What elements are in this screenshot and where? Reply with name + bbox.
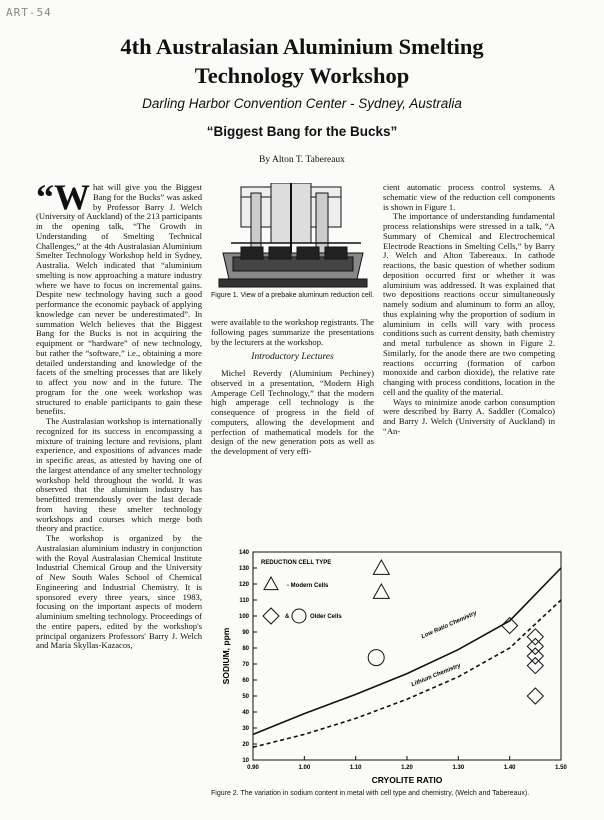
col3-paragraph-1: cient automatic process control systems. A schematic view of the reduction cell components is shown in Figure 1. xyxy=(383,183,555,212)
legend-older-cells: Older Cells xyxy=(310,614,342,620)
diamond-data-point xyxy=(527,648,543,664)
legend-circle-marker xyxy=(292,609,306,623)
y-tick-label: 10 xyxy=(242,758,249,764)
col1-paragraph-2: The Australasian workshop is internationally recognized for its success in encompassing a mixture of training lecture and revisions, plant experience, and expositions of advances made in specific areas, as attested by having one of the largest attendance of any smelter technology workshop held throughout the world. It was observed that the aluminium industry has benefitted tremendously over the last decade from having these smelter technology workshops and courses which merge both theory and practice. xyxy=(36,416,202,534)
col1-paragraph-1: hat will give you the Biggest Bang for the Bucks” was asked by Professor Barry J. Welch (University of Auckland) of the 213 participants in the opening talk, “The Growth in Understanding of Smelting Technical Challenges,” at the 4th Australasian Aluminium Smelter Technology Workshop held in Sydney, Australia. Welch indicated that “aluminium smelting is now approaching a mature industry where we have to focus on incremental gains. Despite new technology having such a good performance the economic payback of applying knowledge can never be underestimated”. In summation Welch believes that the Biggest Bang for the Bucks is not in acquiring the equipment or “hardware” of new technology, but rather the “software,” i.e., obtaining a more detailed understanding and knowledge of the facets of the smelting processes that are likely to affect you now and in the future. The program for the one week workshop was structured to enable participants to gain these benefits. xyxy=(36,183,202,417)
legend-title: REDUCTION CELL TYPE xyxy=(261,560,332,566)
legend-diamond-marker xyxy=(263,608,279,624)
figure-2-sodium-chart xyxy=(211,548,571,788)
y-tick-label: 90 xyxy=(242,630,249,636)
y-tick-label: 80 xyxy=(242,646,249,652)
y-tick-label: 140 xyxy=(238,550,249,556)
y-axis-title: SODIUM, ppm xyxy=(221,627,231,685)
y-tick-label: 30 xyxy=(242,726,249,732)
y-tick-label: 70 xyxy=(242,662,249,668)
y-tick-label: 60 xyxy=(242,678,249,684)
figure-1-caption: Figure 1. View of a prebake aluminum reduction cell. xyxy=(211,292,374,299)
x-tick-label: 1.20 xyxy=(401,765,413,771)
x-tick-label: 1.50 xyxy=(555,765,567,771)
y-tick-label: 100 xyxy=(238,614,249,620)
curve-label-lithium: Lithium Chemistry xyxy=(410,662,462,689)
legend-ampersand: & xyxy=(285,614,290,620)
x-tick-label: 1.40 xyxy=(503,765,516,771)
article-subtitle: “Biggest Bang for the Bucks” xyxy=(206,124,398,139)
diamond-data-point xyxy=(527,629,543,645)
x-axis-title: CRYOLITE RATIO xyxy=(371,775,443,785)
diamond-data-point xyxy=(527,638,543,654)
col2-paragraph-2: Michel Reverdy (Aluminium Pechiney) observed in a presentation, “Modern High Amperage Cell Technology,” that the modern high amperage cell technology is the consequence of progress in the field of computers, allowing the development and perfection of mathematical models for the design of the new generation pots as well as the development of very effi- xyxy=(211,368,374,456)
y-tick-label: 120 xyxy=(238,582,249,588)
x-tick-label: 1.10 xyxy=(349,765,362,771)
x-tick-label: 1.30 xyxy=(452,765,465,771)
circle-data-point xyxy=(368,650,384,666)
byline: By Alton T. Tabereaux xyxy=(259,155,345,165)
y-tick-label: 20 xyxy=(242,742,249,748)
low-ratio-chemistry-curve xyxy=(253,568,561,734)
y-tick-label: 40 xyxy=(242,710,249,716)
column-2 xyxy=(211,318,374,532)
col1-paragraph-3: The workshop is organized by the Australasian aluminium industry in conjunction with the Royal Australasian Chemical Institute Industrial Chemical Group and the University of New South Wales School of Chemical Engineering and Industrial Chemistry. It is sponsored every three years, since 1983, focusing on the important aspects of modern aluminium smelting technology. Proceedings of the entire papers, edited by the workshop's principal organizers Professors' Barry J. Welch and Maria Skyllas-Kazacos, xyxy=(36,533,202,651)
title-line-1: 4th Australasian Aluminium Smelting xyxy=(120,34,484,59)
diamond-data-point xyxy=(527,658,543,674)
figure-1-cell-diagram xyxy=(211,183,375,291)
col3-paragraph-2: The importance of understanding fundamental process relationships were stressed in a talk, “A Summary of Chemical and Electrochemical Electrode Reactions in Smelting Cells,” by Barry J. Welch and Alton Tabereaux. In cathode reactions, the basic question of whether sodium deposition occurred first or whether it was aluminium was addressed. It was explained that two depositions reactions occur simultaneously namely sodium and aluminum to form an alloy, thus explaining why the proportion of sodium in aluminium in cells will vary with process conditions such as current density, bath chemistry and metal turbulence as shown in Figure 2. Similarly, for the anode there are two competing reactions occurring (formation of carbon monoxide and carbon dioxide), the relative rate changing with process conditions, location in the cell and the quality of the material. xyxy=(383,211,555,397)
venue-line: Darling Harbor Convention Center - Sydney, Australia xyxy=(142,96,462,111)
section-heading-introductory-lectures: Introductory Lectures xyxy=(251,352,334,363)
y-tick-label: 110 xyxy=(239,598,249,604)
figure-2-caption: Figure 2. The variation in sodium content in metal with cell type and chemistry, (Welch and Tabereaux). xyxy=(211,790,530,797)
y-tick-label: 50 xyxy=(242,694,249,700)
column-1 xyxy=(36,183,202,813)
triangle-data-point xyxy=(373,584,389,598)
col3-paragraph-3: Ways to minimize anode carbon consumption were described by Barry A. Saddler (Comalco) and Barry J. Welch (University of Auckland) in “An- xyxy=(383,396,555,436)
x-tick-label: 0.90 xyxy=(247,765,259,771)
legend-triangle-marker xyxy=(264,577,278,590)
archive-stamp: ART-54 xyxy=(6,6,52,19)
curve-label-low-ratio: Low Ratio Chemistry xyxy=(420,610,478,641)
diamond-data-point xyxy=(527,688,543,704)
drop-cap: “W xyxy=(36,183,90,217)
col2-paragraph-1: were available to the workshop registrants. The following pages summarize the presentations by the lecturers at the workshop. xyxy=(211,318,374,347)
x-tick-label: 1.00 xyxy=(298,765,311,771)
triangle-data-point xyxy=(373,560,389,574)
legend-modern-cells: - Modern Cells xyxy=(287,583,329,589)
article-title xyxy=(60,32,544,90)
title-line-2: Technology Workshop xyxy=(194,63,410,88)
y-tick-label: 130 xyxy=(238,566,249,572)
column-3 xyxy=(383,183,555,548)
